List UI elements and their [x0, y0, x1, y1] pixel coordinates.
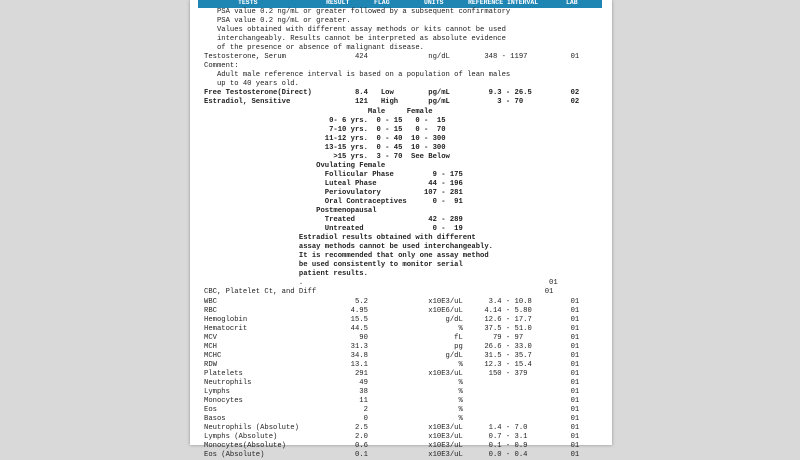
header-lab: LAB	[566, 0, 578, 6]
report-line: Monocytes 11 % 01	[204, 397, 580, 406]
report-line: Testosterone, Serum 424 ng/dL 348 - 1197 01	[204, 53, 580, 62]
report-line: Basos 0 % 01	[204, 415, 580, 424]
report-line: interchangeably. Results cannot be interpreted as absolute evidence	[204, 35, 506, 44]
report-line: WBC 5.2 x10E3/uL 3.4 - 10.8 01	[204, 297, 580, 306]
report-line: Hemoglobin 15.5 g/dL 12.6 - 17.7 01	[204, 315, 580, 324]
report-line: 7-10 yrs. 0 - 15 0 - 70	[204, 125, 446, 134]
report-line: Monocytes(Absolute) 0.6 x10E3/uL 0.1 - 0.9 01	[204, 442, 580, 451]
report-line: Eos (Absolute) 0.1 x10E3/uL 0.0 - 0.4 01	[204, 451, 580, 460]
header-tests: TESTS	[238, 0, 258, 6]
report-body	[204, 8, 579, 460]
header-result: RESULT	[326, 0, 350, 6]
report-line: PSA value 0.2 ng/mL or greater followed by a subsequent confirmatory	[204, 8, 511, 16]
report-line: Ovulating Female	[204, 161, 386, 170]
report-line: 0- 6 yrs. 0 - 15 0 - 15	[204, 116, 446, 125]
report-line: RDW 13.1 % 12.3 - 15.4 01	[204, 360, 580, 369]
report-line: Neutrophils (Absolute) 2.5 x10E3/uL 1.4 - 7.0 01	[204, 424, 580, 433]
report-line: MCH 31.3 pg 26.6 - 33.0 01	[204, 342, 580, 351]
report-line: up to 40 years old.	[204, 80, 299, 89]
report-line: patient results.	[204, 270, 368, 279]
report-line: Follicular Phase 9 - 175	[204, 170, 463, 179]
report-line: It is recommended that only one assay method	[204, 252, 489, 261]
report-line: MCHC 34.8 g/dL 31.5 - 35.7 01	[204, 351, 580, 360]
report-line: PSA value 0.2 ng/mL or greater.	[204, 17, 351, 26]
report-line: Values obtained with different assay methods or kits cannot be used	[204, 26, 506, 35]
report-line: Untreated 0 - 19	[204, 225, 463, 234]
report-line: Oral Contraceptives 0 - 91	[204, 197, 463, 206]
report-line: Eos 2 % 01	[204, 406, 580, 415]
column-header-bar	[198, 0, 602, 8]
report-line: of the presence or absence of malignant disease.	[204, 44, 424, 53]
report-line: Neutrophils 49 % 01	[204, 378, 580, 387]
report-line: RBC 4.95 x10E6/uL 4.14 - 5.80 01	[204, 306, 580, 315]
report-line: Estradiol results obtained with different	[204, 234, 476, 243]
report-line: Treated 42 - 289	[204, 216, 463, 225]
report-line: Male Female	[204, 107, 433, 116]
report-line: Adult male reference interval is based on a population of lean males	[204, 71, 511, 80]
header-flag: FLAG	[374, 0, 390, 6]
header-reference-interval: REFERENCE INTERVAL	[468, 0, 539, 6]
report-line: 11-12 yrs. 0 - 40 10 - 300	[204, 134, 446, 143]
report-line: 13-15 yrs. 0 - 45 10 - 300	[204, 143, 446, 152]
report-line: Luteal Phase 44 - 196	[204, 179, 463, 188]
report-line: >15 yrs. 3 - 70 See Below	[204, 152, 450, 161]
report-line: Postmenopausal	[204, 207, 377, 216]
report-line: Platelets 291 x10E3/uL 150 - 379 01	[204, 369, 580, 378]
report-line: MCV 90 fL 79 - 97 01	[204, 333, 580, 342]
report-line: Hematocrit 44.5 % 37.5 - 51.0 01	[204, 324, 580, 333]
report-line: . 01	[204, 279, 558, 288]
report-line: CBC, Platelet Ct, and Diff 01	[204, 288, 554, 297]
report-line: Free Testosterone(Direct) 8.4 Low pg/mL 9.3 - 26.5 02	[204, 89, 580, 98]
report-line: Lymphs 38 % 01	[204, 387, 580, 396]
report-line: be used consistently to monitor serial	[204, 261, 463, 270]
report-line: Lymphs (Absolute) 2.0 x10E3/uL 0.7 - 3.1 01	[204, 433, 580, 442]
report-line: Periovulatory 107 - 281	[204, 188, 463, 197]
report-line: Comment:	[204, 62, 239, 71]
lab-report-page	[190, 0, 612, 460]
report-line: assay methods cannot be used interchangeably.	[204, 243, 493, 252]
header-units: UNITS	[424, 0, 444, 6]
report-line: Estradiol, Sensitive 121 High pg/mL 3 - 70 02	[204, 98, 580, 107]
